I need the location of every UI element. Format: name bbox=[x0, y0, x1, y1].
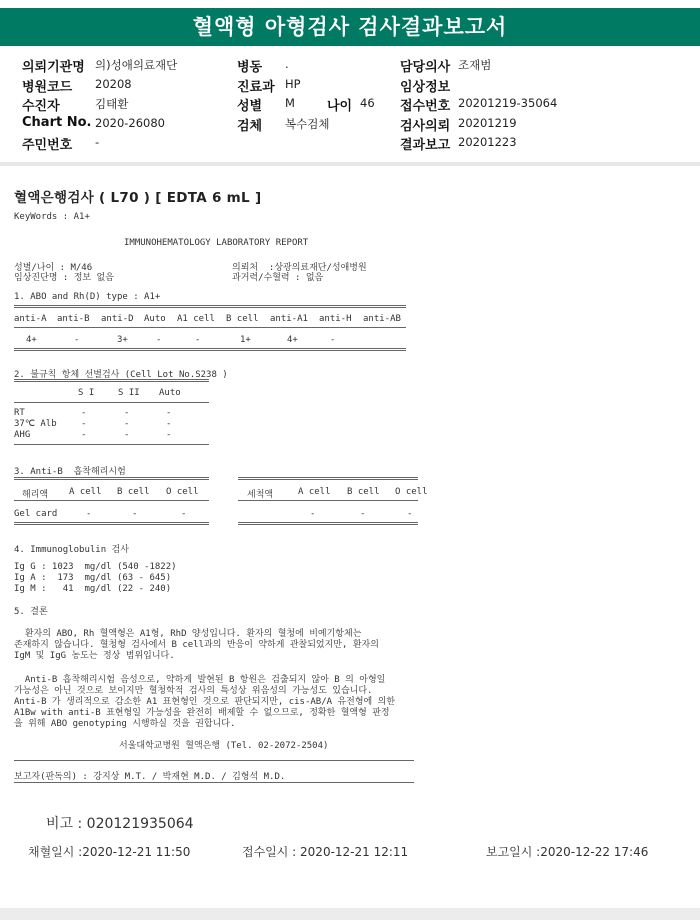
header-label: 검사의뢰 bbox=[400, 119, 451, 134]
header-value: 20208 bbox=[95, 77, 132, 91]
header-value: 20201223 bbox=[458, 135, 517, 149]
collected-time: 채혈일시 :2020-12-21 11:50 bbox=[28, 845, 191, 859]
requester-line: 의뢰처 :상광의료재단/성애병원 bbox=[232, 263, 367, 273]
report-title: 혈액형 아형검사 검사결과보고서 bbox=[0, 8, 700, 46]
abo-section-title: 1. ABO and Rh(D) type : A1+ bbox=[14, 292, 161, 302]
abo-header: A1 cell bbox=[177, 314, 215, 324]
adsorption-value: - bbox=[310, 509, 316, 519]
header-label: 임상정보 bbox=[400, 80, 451, 95]
reported-time: 보고일시 :2020-12-22 17:46 bbox=[486, 845, 649, 859]
adsorption-header: 해리액 bbox=[22, 490, 49, 500]
immunoglobulin-line: Ig M : 41 mg/dl (22 - 240) bbox=[14, 584, 172, 594]
header-label: 결과보고 bbox=[400, 138, 451, 153]
abo-header: anti-A bbox=[14, 314, 47, 324]
antibody-row-label: 37℃ Alb bbox=[14, 419, 57, 429]
header-value: 복수검체 bbox=[285, 117, 330, 131]
single-rule bbox=[14, 500, 209, 501]
single-rule bbox=[14, 327, 406, 328]
abo-header: anti-A1 bbox=[270, 314, 308, 324]
received-time: 접수일시 : 2020-12-21 12:11 bbox=[242, 845, 409, 859]
antibody-value: - bbox=[81, 430, 87, 440]
header-label: 나이 bbox=[327, 99, 353, 114]
double-rule bbox=[14, 379, 209, 382]
abo-value: - bbox=[330, 335, 336, 345]
header-label: 수진자 bbox=[22, 99, 60, 114]
abo-value: 4+ bbox=[26, 335, 37, 345]
antibody-row-label: AHG bbox=[14, 430, 31, 440]
antibody-row-label: RT bbox=[14, 408, 25, 418]
adsorption-value: - bbox=[360, 509, 366, 519]
double-rule bbox=[14, 348, 406, 351]
abo-value: - bbox=[74, 335, 80, 345]
adsorption-value: - bbox=[407, 509, 413, 519]
header-value: 조재범 bbox=[458, 58, 492, 72]
antibody-header: S I bbox=[78, 388, 95, 398]
antibody-header: Auto bbox=[159, 388, 181, 398]
sex-age-line: 성별/나이 : M/46 bbox=[14, 263, 93, 273]
header-label: 담당의사 bbox=[400, 60, 451, 75]
single-rule bbox=[14, 782, 414, 783]
header-value: 김태환 bbox=[95, 97, 129, 111]
header-label: 병원코드 bbox=[22, 80, 73, 95]
adsorption-header: 세척액 bbox=[247, 490, 274, 500]
conclusion-line: 가능성은 아닌 것으로 보이지만 혈청학적 검사의 특성상 위음성의 가능성도 있습니다. bbox=[14, 686, 373, 696]
conclusion-line: 환자의 ABO, Rh 혈액형은 A1형, RhD 양성입니다. 환자의 혈청에 비예기항체는 bbox=[14, 629, 362, 639]
antibody-value: - bbox=[166, 419, 172, 429]
abo-value: 4+ bbox=[287, 335, 298, 345]
header-label: 진료과 bbox=[237, 80, 275, 95]
antibody-value: - bbox=[124, 419, 130, 429]
abo-value: - bbox=[195, 335, 201, 345]
header-label: 접수번호 bbox=[400, 99, 451, 114]
remark-line: 비고 : 020121935064 bbox=[46, 816, 194, 832]
double-rule bbox=[14, 522, 209, 525]
clinical-line: 임상진단명 : 정보 없음 bbox=[14, 273, 114, 283]
abo-header: B cell bbox=[226, 314, 259, 324]
adsorption-header: O cell bbox=[395, 487, 428, 497]
adsorption-value: Gel card bbox=[14, 509, 58, 519]
keywords-line: KeyWords : A1+ bbox=[14, 212, 90, 222]
adsorption-value: - bbox=[132, 509, 138, 519]
abo-header: anti-D bbox=[101, 314, 134, 324]
adsorption-header: B cell bbox=[347, 487, 380, 497]
antibody-header: S II bbox=[118, 388, 140, 398]
conclusion-line: Anti-B 가 생리적으로 감소한 A1 표현형인 것으로 판단되지만, cis-AB/A 유전형에 의한 bbox=[14, 697, 396, 707]
lab-report-title: IMMUNOHEMATOLOGY LABORATORY REPORT bbox=[124, 238, 309, 248]
report-header bbox=[0, 52, 700, 156]
single-rule bbox=[14, 444, 209, 445]
abo-header: anti-H bbox=[319, 314, 352, 324]
single-rule bbox=[14, 760, 414, 761]
adsorption-section-title: 3. Anti-B 흡착해리시험 bbox=[14, 467, 126, 477]
adsorption-header: B cell bbox=[117, 487, 150, 497]
double-rule bbox=[238, 522, 418, 525]
double-rule bbox=[14, 305, 406, 308]
header-label: 성별 bbox=[237, 99, 263, 114]
header-value: HP bbox=[285, 77, 301, 91]
double-rule bbox=[14, 477, 209, 480]
header-value: . bbox=[285, 57, 289, 71]
immunoglobulin-line: Ig A : 173 mg/dl (63 - 645) bbox=[14, 573, 172, 583]
double-rule bbox=[238, 477, 418, 480]
immunoglobulin-line: Ig G : 1023 mg/dl (540 -1822) bbox=[14, 562, 177, 572]
header-label: Chart No. bbox=[22, 115, 92, 130]
antibody-value: - bbox=[166, 408, 172, 418]
antibody-section-title: 2. 불규칙 항체 선별검사 (Cell Lot No.S238 ) bbox=[14, 370, 228, 380]
abo-value: - bbox=[156, 335, 162, 345]
conclusion-section-title: 5. 결론 bbox=[14, 607, 48, 617]
header-label: 검체 bbox=[237, 119, 263, 134]
abo-value: 3+ bbox=[117, 335, 128, 345]
immunoglobulin-section-title: 4. Immunoglobulin 검사 bbox=[14, 545, 129, 555]
adsorption-header: A cell bbox=[298, 487, 331, 497]
header-label: 병동 bbox=[237, 60, 263, 75]
antibody-value: - bbox=[124, 408, 130, 418]
adsorption-value: - bbox=[86, 509, 92, 519]
header-label: 의뢰기관명 bbox=[22, 60, 85, 75]
header-value: - bbox=[95, 135, 100, 149]
header-value: 2020-26080 bbox=[95, 116, 165, 130]
antibody-value: - bbox=[124, 430, 130, 440]
header-value: 의)성애의료재단 bbox=[95, 58, 178, 72]
bottom-divider bbox=[0, 908, 700, 920]
conclusion-line: 을 위해 ABO genotyping 시행하실 것을 권합니다. bbox=[14, 719, 236, 729]
adsorption-header: A cell bbox=[69, 487, 102, 497]
conclusion-line: A1Bw with anti-B 표현형일 가능성을 완전히 배제할 수 없으므로, 정확한 혈액형 판정 bbox=[14, 708, 390, 718]
abo-value: 1+ bbox=[240, 335, 251, 345]
conclusion-line: IgM 및 IgG 농도는 정상 범위입니다. bbox=[14, 651, 175, 661]
conclusion-line: Anti-B 흡착해리시험 음성으로, 약하게 발현된 B 항원은 검출되지 않아 B 의 아형일 bbox=[14, 675, 386, 685]
conclusion-line: 존재하지 않습니다. 혈청형 검사에서 B cell과의 반응이 약하게 관찰되었지만, 환자의 bbox=[14, 640, 379, 650]
history-line: 과거력/수혈력 : 없음 bbox=[232, 273, 324, 283]
abo-header: anti-AB bbox=[363, 314, 401, 324]
adsorption-value: - bbox=[181, 509, 187, 519]
section-title: 혈액은행검사 ( L70 ) [ EDTA 6 mL ] bbox=[14, 190, 262, 206]
single-rule bbox=[14, 402, 209, 403]
abo-header: Auto bbox=[144, 314, 166, 324]
header-value: 20201219 bbox=[458, 116, 517, 130]
single-rule bbox=[238, 500, 418, 501]
header-value: 20201219-35064 bbox=[458, 96, 558, 110]
section-divider bbox=[0, 162, 700, 166]
adsorption-header: O cell bbox=[166, 487, 199, 497]
reporter-line: 보고자(판독의) : 강지상 M.T. / 박재현 M.D. / 김형석 M.D. bbox=[14, 772, 286, 782]
antibody-value: - bbox=[166, 430, 172, 440]
header-value: 46 bbox=[360, 96, 375, 110]
header-value: M bbox=[285, 96, 295, 110]
hospital-line: 서울대학교병원 혈액은행 (Tel. 02-2072-2504) bbox=[119, 741, 329, 751]
antibody-value: - bbox=[81, 408, 87, 418]
abo-header: anti-B bbox=[57, 314, 90, 324]
antibody-value: - bbox=[81, 419, 87, 429]
header-label: 주민번호 bbox=[22, 138, 73, 153]
